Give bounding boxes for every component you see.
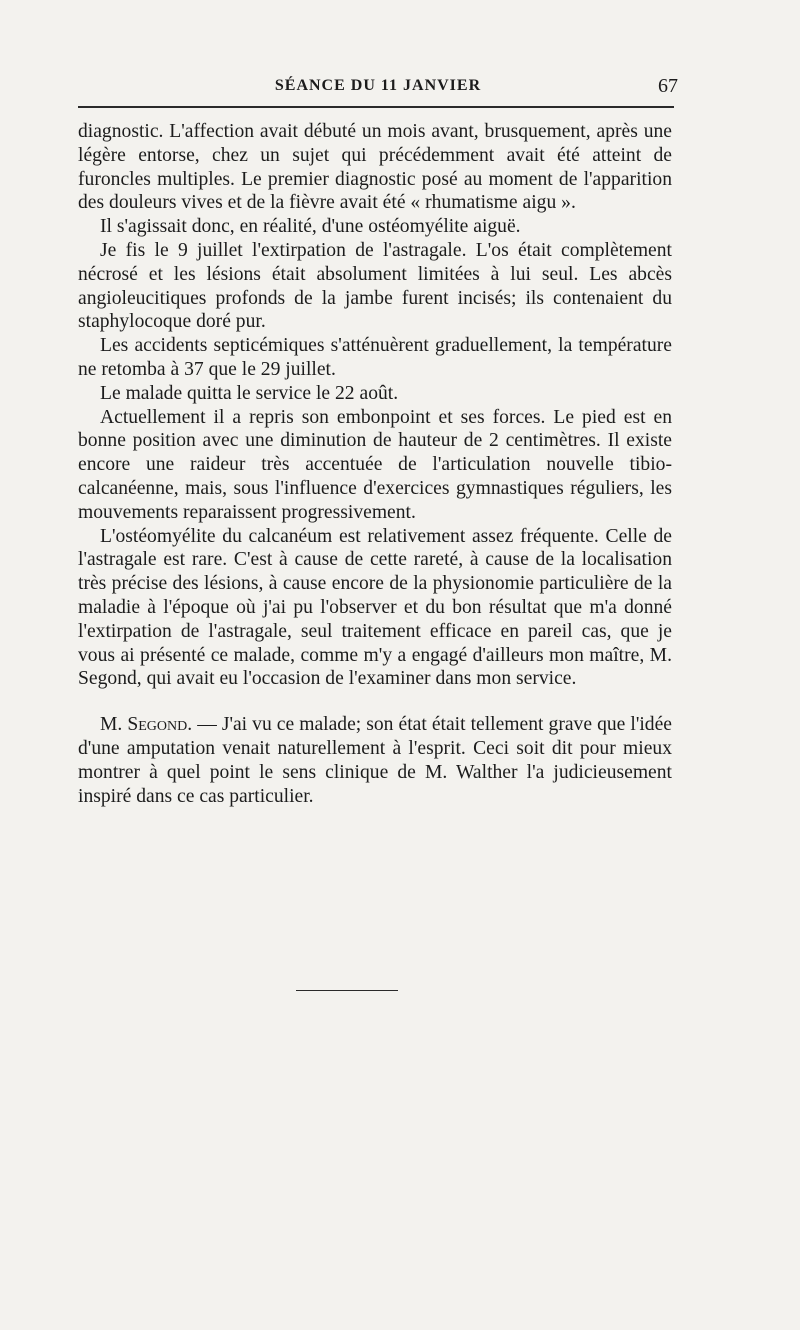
paragraph-septicemic-accidents: Les accidents septicémiques s'atténuèrent graduellement, la température ne retomba à 37 que le 29 juillet. [78,335,672,380]
paragraph-continued-diagnosis: diagnostic. L'affection avait débuté un mois avant, brusquement, après une légère entorse, chez un sujet qui précédemment avait été atteint de furoncles multiples. Le premier diagnostic posé au moment de l'apparition des douleurs vives et de la fièvre avait été « rhumatisme aigu ». [78,121,672,214]
discussion-text: — J'ai vu ce malade; son état était tellement grave que l'idée d'une amputation venait naturellement à l'esprit. Ceci soit dit pour mieux montrer à quel point le sens clinique de M. Walther l'a judicieusement inspiré dans ce cas particulier. [78,714,672,807]
paragraph-discussion [78,713,672,808]
section-end-rule [296,990,398,991]
paragraph-discharge: Le malade quitta le service le 22 août. [100,382,399,404]
body-text [78,120,672,808]
paragraph-extirpation: Je fis le 9 juillet l'extirpation de l'astragale. L'os était complètement nécrosé et les lésions était absolument limitées à lui seul. Les abcès angioleucitiques profonds de la jambe furent incisés; ils contenaient du staphylocoque doré pur. [78,239,672,333]
paragraph-rarity: L'ostéomyélite du calcanéum est relativement assez fréquente. Celle de l'astragale est rare. C'est à cause de cette rareté, à cause de la localisation très précise des lésions, à cause encore de la physionomie particulière de la maladie à l'époque où j'ai pu l'observer et du bon résultat que m'a donné l'extirpation de l'astragale, seul traitement efficace en pareil cas, que je vous ai présenté ce malade, comme m'y a engagé d'ailleurs mon maître, M. Segond, qui avait eu l'occasion de l'examiner dans mon service. [78,525,672,690]
page-number: 67 [658,75,678,97]
running-head-title: SÉANCE DU 11 JANVIER [274,77,482,94]
running-head [78,72,678,100]
discussion-speaker: M. Segond. [100,714,193,736]
header-rule [78,106,674,108]
paragraph-osteomyelitis: Il s'agissait donc, en réalité, d'une ostéomyélite aiguë. [100,216,521,238]
paragraph-current-state: Actuellement il a repris son embonpoint et ses forces. Le pied est en bonne position avec une diminution de hauteur de 2 centimètres. Il existe encore une raideur très accentuée de l'articulation nouvelle tibio-calcanéenne, mais, sous l'influence d'exercices gymnastiques réguliers, les mouvements reparaissent progressivement. [78,406,672,523]
